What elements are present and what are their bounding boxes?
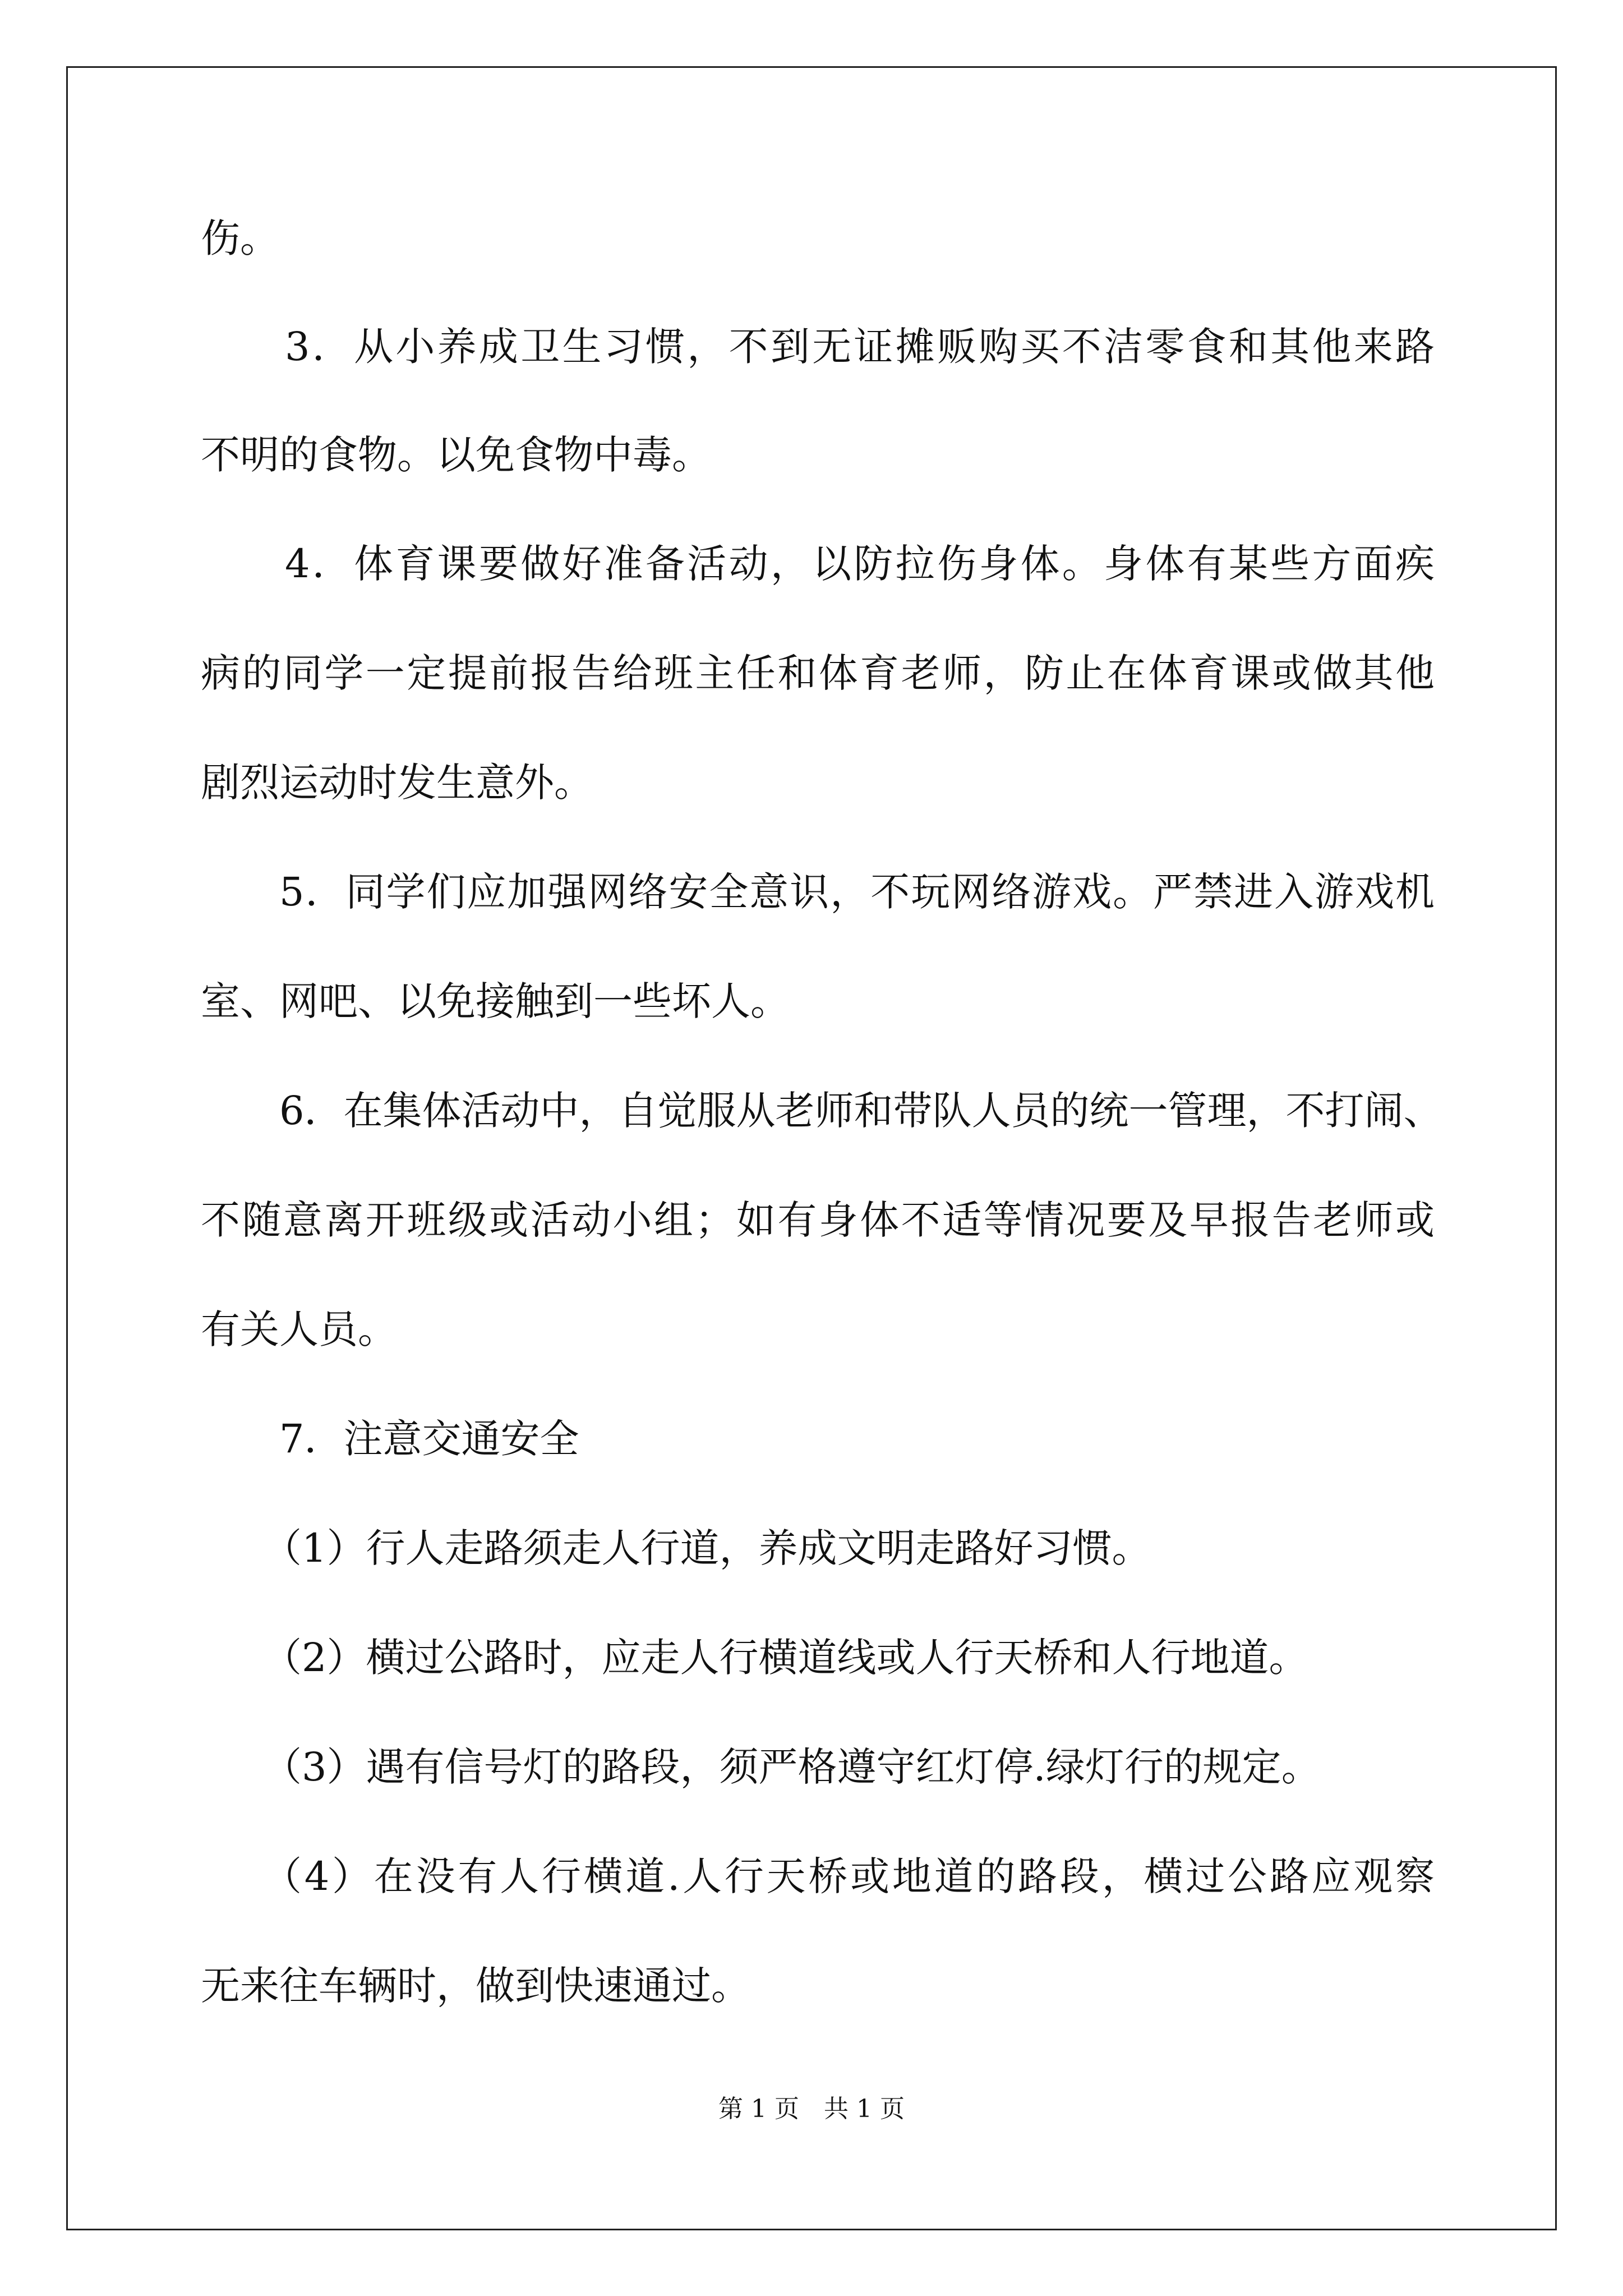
page-number: 第 1 页 共 1 页 <box>718 2095 905 2123</box>
paragraph-line: 病的同学一定提前报告给班主任和体育老师，防止在体育课或做其他 <box>201 650 1435 696</box>
paragraph-line: 3．从小养成卫生习惯，不到无证摊贩购买不洁零食和其他来路 <box>285 324 1435 370</box>
paragraph-line: 伤。 <box>201 215 279 261</box>
paragraph-line: 7．注意交通安全 <box>279 1416 579 1462</box>
paragraph-line: 5．同学们应加强网络安全意识，不玩网络游戏。严禁进入游戏机 <box>279 869 1435 915</box>
paragraph-line: （2）横过公路时，应走人行横道线或人行天桥和人行地道。 <box>262 1635 1308 1681</box>
paragraph-line: 不随意离开班级或活动小组；如有身体不适等情况要及早报告老师或 <box>201 1197 1435 1243</box>
paragraph-line: 无来往车辆时，做到快速通过。 <box>201 1963 750 2009</box>
paragraph-line: （3）遇有信号灯的路段，须严格遵守红灯停.绿灯行的规定。 <box>262 1744 1321 1790</box>
paragraph-line: 室、网吧、以免接触到一些坏人。 <box>201 978 790 1024</box>
paragraph-line: 有关人员。 <box>201 1306 397 1352</box>
paragraph-line: 不明的食物。以免食物中毒。 <box>201 432 711 478</box>
paragraph-line: （1）行人走路须走人行道，养成文明走路好习惯。 <box>262 1525 1151 1571</box>
paragraph-line: 剧烈运动时发生意外。 <box>201 760 593 806</box>
paragraph-line: 4．体育课要做好准备活动，以防拉伤身体。身体有某些方面疾 <box>285 541 1435 587</box>
paragraph-line: （4）在没有人行横道.人行天桥或地道的路段，横过公路应观察 <box>262 1853 1435 1899</box>
paragraph-line: 6．在集体活动中，自觉服从老师和带队人员的统一管理，不打闹、 <box>279 1088 1443 1134</box>
page-border <box>66 66 1557 2230</box>
